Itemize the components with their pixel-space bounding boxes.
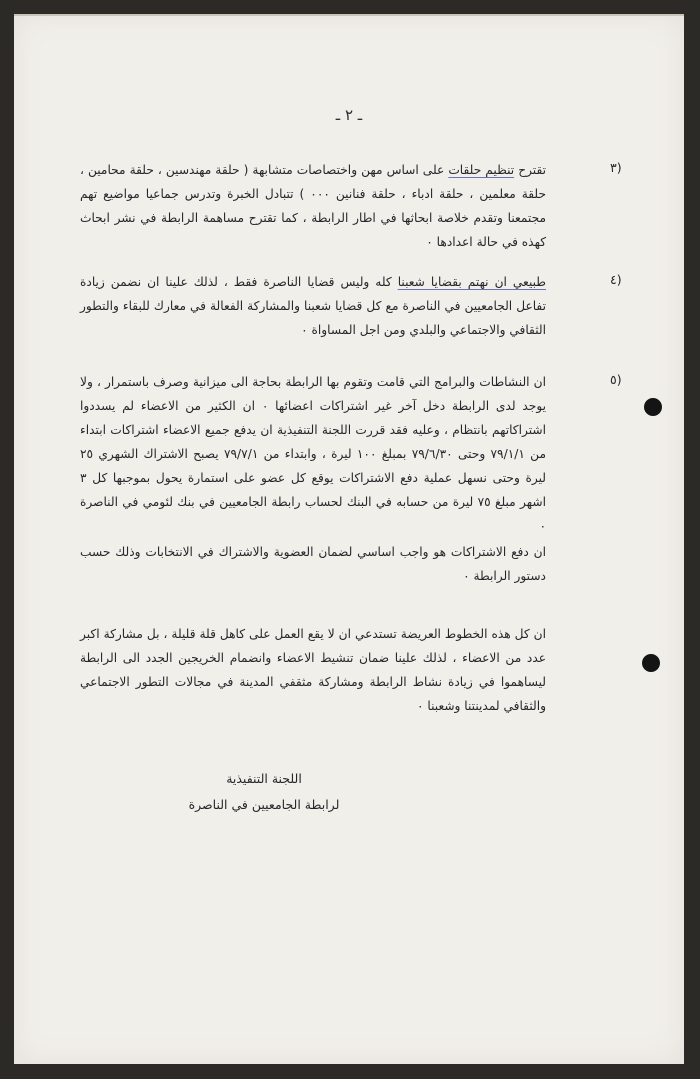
item-4-underlined: طبيعي ان نهتم بقضايا شعبنا (397, 275, 546, 289)
punch-hole-icon (642, 654, 660, 672)
punch-hole-icon (644, 398, 662, 416)
item-number-3: ٣) (610, 160, 622, 175)
item-4-text: كله وليس قضايا الناصرة فقط ، لذلك علينا ان نضمن زيادة تفاعل الجامعيين في الناصرة مع كل قضايا شعبنا والمشاركة الفعالة في معارك للبقاء والتطور الثقافي والاجتماعي والبلدي ومن اجل المساواة ٠ (80, 275, 546, 337)
page-number: ـ ٢ ـ (335, 106, 363, 124)
item-paragraph-3 (80, 158, 546, 254)
document-page (14, 14, 684, 1064)
item-3-underlined: تنظيم حلقات (448, 163, 515, 177)
item-paragraph-4 (80, 270, 546, 342)
signature-line-association: لرابطة الجامعيين في الناصرة (188, 797, 340, 812)
item-number-4: ٤) (610, 272, 622, 287)
item-5-text: ان النشاطات والبرامج التي قامت وتقوم بها الرابطة بحاجة الى ميزانية وصرف باستمرار ، ولا يوجد لدى الرابطة دخل آخر غير اشتراكات اعضائها ٠ ان الكثير من الاعضاء لم يسددوا اشتراكاتهم بانتظام ، وعليه فقد قررت اللجنة التنفيذية ان يدفع جميع الاعضاء اشتراكات ابتداء من ٧٩/١/١ وحتى ٧٩/٦/٣٠ بمبلغ ١٠٠ ليرة ، وابتداء من ٧٩/٧/١ يصبح الاشتراك الشهري ٢٥ ليرة وحتى نسهل عملية دفع الاشتراكات يوقع كل عضو على استمارة يحول بموجبها كل ٣ اشهر مبلغ ٧٥ ليرة من حسابه في البنك لحساب رابطة الجامعيين في بنك لئومي في الناصرة ٠ (80, 375, 547, 533)
item-3-lead: تقترح (518, 163, 547, 177)
signature-block (154, 766, 374, 818)
subscription-duty-paragraph: ان دفع الاشتراكات هو واجب اساسي لضمان العضوية والاشتراك في الانتخابات وذلك حسب دستور الرابطة ٠ (80, 545, 546, 583)
page-edge (14, 14, 684, 16)
item-number-5: ٥) (610, 372, 622, 387)
closing-paragraph: ان كل هذه الخطوط العريضة تستدعي ان لا يقع العمل على كاهل قلة قليلة ، بل مشاركة اكبر عدد من الاعضاء ، لذلك علينا ضمان تنشيط الاعضاء وانضمام الخريجين الجدد الى الرابطة ليساهموا في زيادة نشاط الرابطة ومشاركة مثقفي المدينة في مجالات التطور الاجتماعي والثقافي لمدينتنا وشعبنا ٠ (80, 627, 546, 713)
signature-line-committee: اللجنة التنفيذية (226, 771, 302, 786)
item-3-text: على اساس مهن واختصاصات متشابهة ( حلقة مهندسين ، حلقة محامين ، حلقة معلمين ، حلقة ادباء ، حلقة فنانين ٠٠٠ ) تتبادل الخبرة وتدرس جماعيا مواضيع تهم مجتمعنا وتقدم خلاصة ابحاثها في اطار الرابطة ، كما تقترح مساهمة الرابطة في نشر ابحاث كهذه في حالة اعدادها ٠ (80, 163, 547, 249)
item-paragraph-5 (80, 370, 546, 538)
